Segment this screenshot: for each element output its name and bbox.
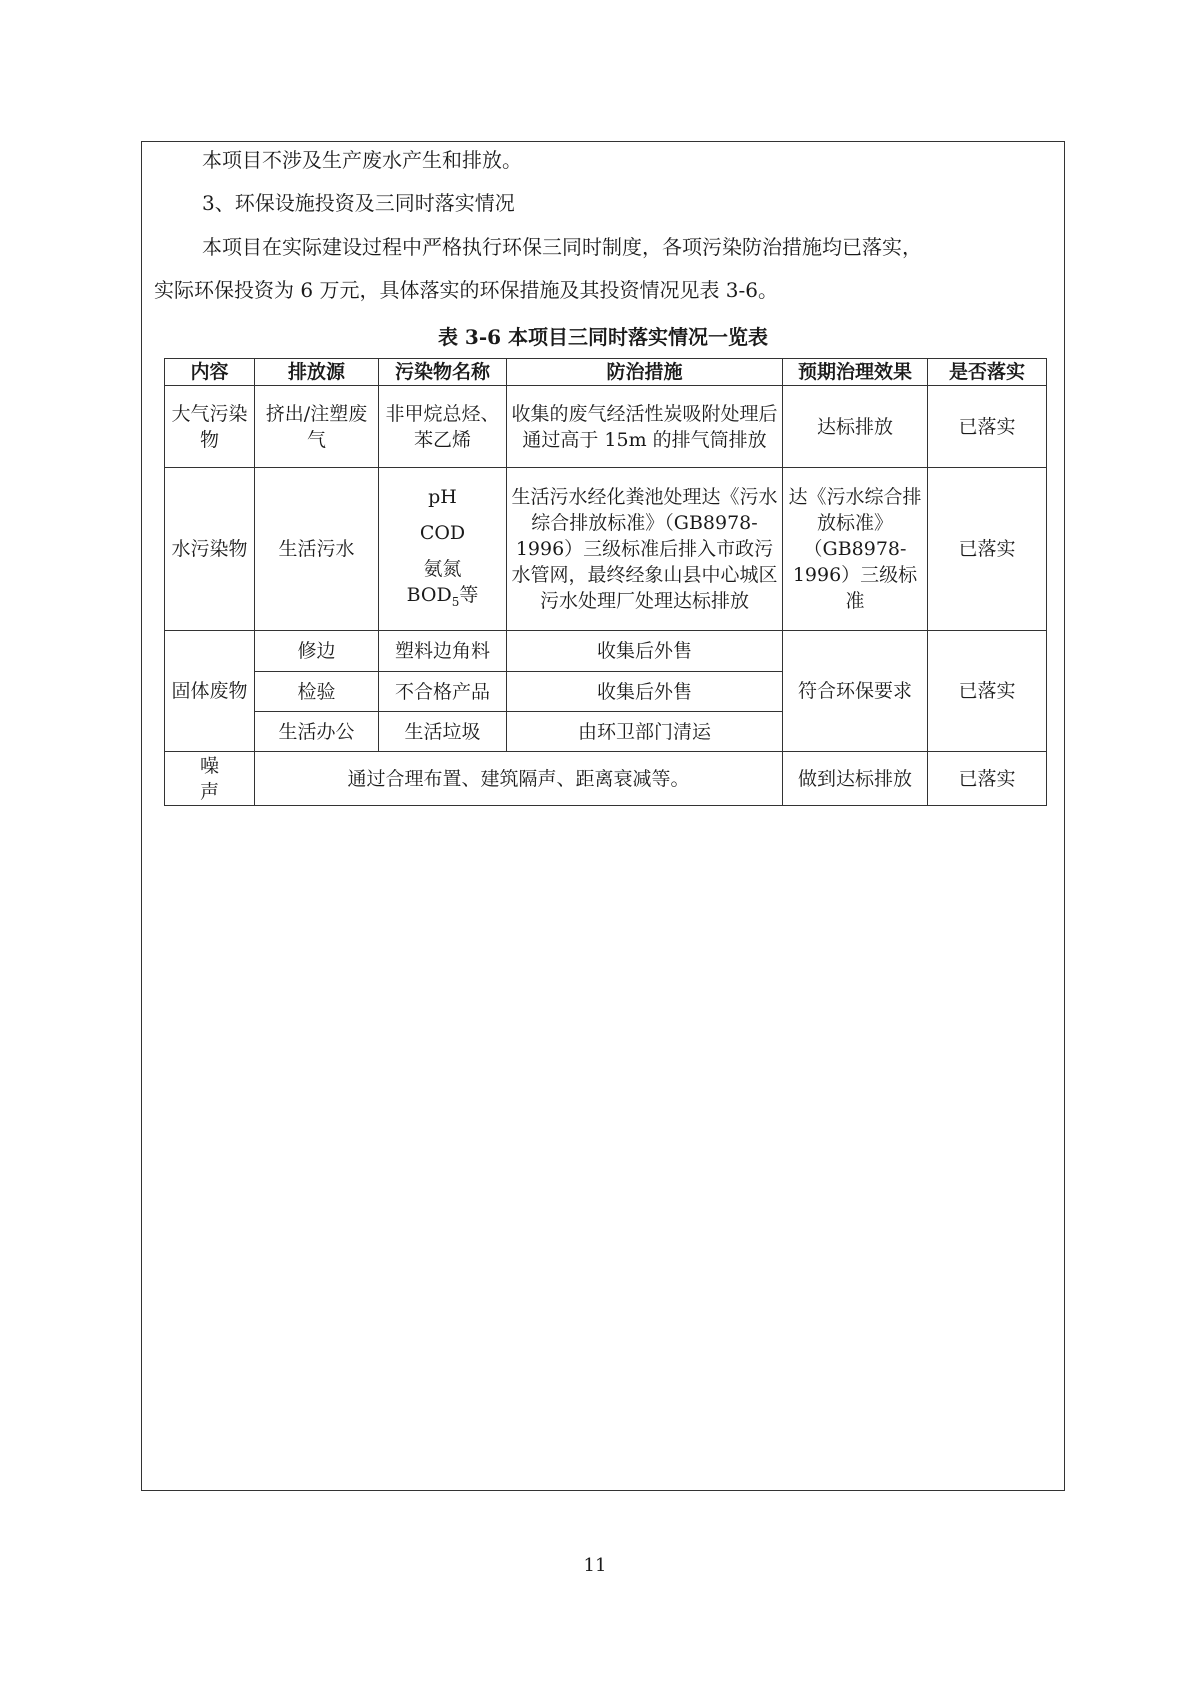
cell-water-effect: 达《污水综合排放标准》（GB8978-1996）三级标准	[783, 468, 928, 631]
table-header-row	[165, 359, 1047, 386]
cell-solid-pollutant-3: 生活垃圾	[379, 712, 507, 752]
table-caption: 表 3-6 本项目三同时落实情况一览表	[437, 325, 769, 349]
pollutant-cod: COD	[419, 521, 466, 544]
three-simultaneity-table	[164, 358, 1047, 806]
cell-water-status: 已落实	[928, 468, 1047, 631]
cell-noise-status: 已落实	[928, 752, 1047, 806]
content-frame	[141, 141, 1065, 1491]
cell-noise-effect: 做到达标排放	[783, 752, 928, 806]
header-measure: 防治措施	[507, 359, 783, 386]
paragraph-investment-line1: 本项目在实际建设过程中严格执行环保三同时制度，各项污染防治措施均已落实，	[202, 235, 922, 259]
table-row-air	[165, 386, 1047, 468]
section-heading-investment: 3、环保设施投资及三同时落实情况	[202, 191, 515, 215]
cell-water-source: 生活污水	[255, 468, 379, 631]
page-number: 11	[583, 1555, 607, 1576]
pollutant-bod	[383, 582, 502, 615]
cell-air-status: 已落实	[928, 386, 1047, 468]
cell-air-effect: 达标排放	[783, 386, 928, 468]
header-pollutant: 污染物名称	[379, 359, 507, 386]
cell-air-measure: 收集的废气经活性炭吸附处理后通过高于 15m 的排气筒排放	[507, 386, 783, 468]
cell-solid-effect: 符合环保要求	[783, 631, 928, 752]
cell-solid-pollutant-1: 塑料边角料	[379, 631, 507, 672]
cell-solid-status: 已落实	[928, 631, 1047, 752]
pollutant-bod-label: BOD	[406, 583, 452, 606]
paragraph-investment-line2: 实际环保投资为 6 万元，具体落实的环保措施及其投资情况见表 3-6。	[154, 278, 779, 302]
cell-noise-category: 噪声	[165, 752, 255, 806]
pollutant-ph: pH	[428, 485, 457, 508]
paragraph-no-wastewater: 本项目不涉及生产废水产生和排放。	[202, 148, 522, 172]
header-status: 是否落实	[928, 359, 1047, 386]
header-content: 内容	[165, 359, 255, 386]
cell-solid-measure-2: 收集后外售	[507, 672, 783, 712]
cell-water-pollutant	[379, 468, 507, 631]
pollutant-bod-subscript: 5	[451, 594, 460, 609]
header-effect: 预期治理效果	[783, 359, 928, 386]
table-row-solid-1	[165, 631, 1047, 672]
cell-air-category: 大气污染物	[165, 386, 255, 468]
table-row-noise	[165, 752, 1047, 806]
cell-solid-measure-1: 收集后外售	[507, 631, 783, 672]
pollutant-bod-tail: 等	[459, 583, 479, 606]
cell-solid-source-2: 检验	[255, 672, 379, 712]
cell-solid-measure-3: 由环卫部门清运	[507, 712, 783, 752]
cell-air-pollutant: 非甲烷总烃、苯乙烯	[379, 386, 507, 468]
cell-water-measure: 生活污水经化粪池处理达《污水综合排放标准》（GB8978-1996）三级标准后排入市政污水管网，最终经象山县中心城区污水处理厂处理达标排放	[507, 468, 783, 631]
cell-solid-source-1: 修边	[255, 631, 379, 672]
pollutant-ammonia: 氨氮	[423, 557, 462, 580]
cell-solid-source-3: 生活办公	[255, 712, 379, 752]
cell-air-source: 挤出/注塑废气	[255, 386, 379, 468]
cell-solid-pollutant-2: 不合格产品	[379, 672, 507, 712]
header-source: 排放源	[255, 359, 379, 386]
table-row-water	[165, 468, 1047, 631]
cell-solid-category: 固体废物	[165, 631, 255, 752]
cell-noise-measure: 通过合理布置、建筑隔声、距离衰减等。	[255, 752, 783, 806]
cell-water-category: 水污染物	[165, 468, 255, 631]
